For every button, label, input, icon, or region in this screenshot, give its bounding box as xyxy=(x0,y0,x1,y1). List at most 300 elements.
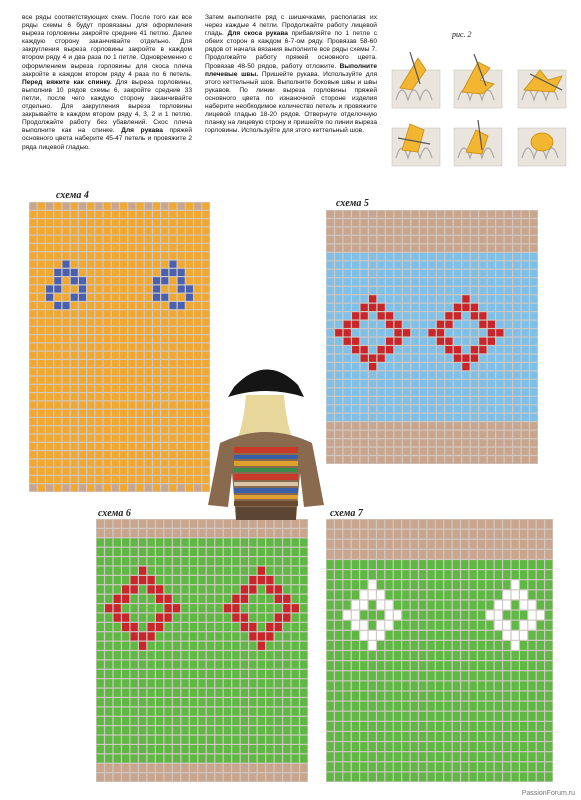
scheme-cell xyxy=(385,621,392,630)
scheme-cell xyxy=(266,717,273,725)
scheme-cell xyxy=(137,393,144,400)
scheme-cell xyxy=(232,689,239,697)
scheme-cell xyxy=(54,244,61,251)
scheme-cell xyxy=(97,520,104,528)
scheme-cell xyxy=(128,393,135,400)
scheme-cell xyxy=(461,772,468,781)
scheme-cell xyxy=(147,679,154,687)
scheme-cell xyxy=(194,277,201,284)
scheme-cell xyxy=(394,380,401,387)
scheme-cell xyxy=(173,764,180,772)
scheme-cell xyxy=(496,380,503,387)
scheme-cell xyxy=(139,726,146,734)
scheme-cell xyxy=(97,614,104,622)
scheme-cell xyxy=(128,385,135,392)
scheme-cell xyxy=(479,448,486,455)
scheme-cell xyxy=(369,329,376,336)
scheme-cell xyxy=(411,363,418,370)
scheme-cell xyxy=(104,343,111,350)
scheme-cell xyxy=(360,580,367,589)
scheme-cell xyxy=(190,585,197,593)
scheme-cell xyxy=(495,692,502,701)
stitch-step-3 xyxy=(518,70,566,108)
scheme-cell xyxy=(38,385,45,392)
scheme-cell xyxy=(249,604,256,612)
scheme-cell xyxy=(164,717,171,725)
scheme-cell xyxy=(178,261,185,268)
scheme-cell xyxy=(292,717,299,725)
scheme-cell xyxy=(436,752,443,761)
scheme-cell xyxy=(87,451,94,458)
scheme-cell xyxy=(437,414,444,421)
scheme-cell xyxy=(153,368,160,375)
scheme-cell xyxy=(344,304,351,311)
scheme-cell xyxy=(112,203,119,210)
scheme-cell xyxy=(139,614,146,622)
scheme-cell xyxy=(335,261,342,268)
scheme-cell xyxy=(215,557,222,565)
scheme-cell xyxy=(38,459,45,466)
scheme-cell xyxy=(403,448,410,455)
scheme-cell xyxy=(156,576,163,584)
scheme-6-caption: схема 6 xyxy=(98,508,131,519)
scheme-cell xyxy=(361,439,368,446)
scheme-cell xyxy=(178,393,185,400)
scheme-cell xyxy=(437,278,444,285)
scheme-cell xyxy=(377,742,384,751)
scheme-cell xyxy=(478,601,485,610)
scheme-cell xyxy=(402,692,409,701)
scheme-cell xyxy=(377,422,384,429)
scheme-cell xyxy=(79,443,86,450)
scheme-cell xyxy=(173,689,180,697)
scheme-cell xyxy=(275,595,282,603)
scheme-cell xyxy=(445,278,452,285)
scheme-cell xyxy=(137,435,144,442)
scheme-cell xyxy=(79,451,86,458)
scheme-cell xyxy=(545,520,552,529)
scheme-cell xyxy=(122,736,129,744)
scheme-cell xyxy=(147,632,154,640)
scheme-cell xyxy=(343,570,350,579)
scheme-cell xyxy=(436,530,443,539)
scheme-cell xyxy=(258,679,265,687)
scheme-cell xyxy=(87,319,94,326)
scheme-cell xyxy=(545,661,552,670)
scheme-cell xyxy=(462,338,469,345)
scheme-cell xyxy=(178,294,185,301)
scheme-cell xyxy=(402,590,409,599)
scheme-cell xyxy=(292,595,299,603)
scheme-cell xyxy=(128,368,135,375)
scheme-cell xyxy=(486,742,493,751)
scheme-cell xyxy=(38,319,45,326)
scheme-cell xyxy=(428,219,435,226)
scheme-cell xyxy=(300,670,307,678)
scheme-cell xyxy=(71,401,78,408)
scheme-cell xyxy=(520,570,527,579)
scheme-cell xyxy=(436,520,443,529)
scheme-cell xyxy=(275,585,282,593)
scheme-cell xyxy=(156,745,163,753)
scheme-cell xyxy=(215,679,222,687)
scheme-cell xyxy=(352,414,359,421)
scheme-cell xyxy=(461,611,468,620)
scheme-cell xyxy=(411,601,418,610)
scheme-cell xyxy=(343,772,350,781)
scheme-cell xyxy=(104,244,111,251)
scheme-cell xyxy=(63,203,70,210)
scheme-cell xyxy=(545,732,552,741)
scheme-cell xyxy=(478,762,485,771)
scheme-cell xyxy=(335,355,342,362)
scheme-cell xyxy=(161,360,168,367)
scheme-cell xyxy=(470,601,477,610)
scheme-cell xyxy=(402,661,409,670)
scheme-cell xyxy=(145,261,152,268)
scheme-cell xyxy=(283,520,290,528)
scheme-cell xyxy=(386,295,393,302)
scheme-cell xyxy=(528,540,535,549)
scheme-cell xyxy=(402,671,409,680)
scheme-cell xyxy=(403,338,410,345)
scheme-cell xyxy=(420,329,427,336)
scheme-cell xyxy=(139,538,146,546)
scheme-cell xyxy=(181,679,188,687)
scheme-cell xyxy=(488,304,495,311)
scheme-cell xyxy=(186,285,193,292)
scheme-cell xyxy=(164,529,171,537)
scheme-cell xyxy=(128,211,135,218)
scheme-cell xyxy=(496,397,503,404)
scheme-cell xyxy=(178,418,185,425)
scheme-cell xyxy=(496,405,503,412)
scheme-cell xyxy=(386,448,393,455)
scheme-cell xyxy=(283,764,290,772)
scheme-cell xyxy=(173,651,180,659)
scheme-cell xyxy=(169,468,176,475)
scheme-cell xyxy=(437,397,444,404)
scheme-cell xyxy=(394,456,401,463)
scheme-cell xyxy=(202,285,209,292)
scheme-cell xyxy=(241,520,248,528)
scheme-cell xyxy=(537,772,544,781)
scheme-cell xyxy=(95,269,102,276)
scheme-cell xyxy=(411,570,418,579)
scheme-cell xyxy=(335,530,342,539)
scheme-cell xyxy=(215,726,222,734)
scheme-cell xyxy=(503,590,510,599)
scheme-cell xyxy=(232,764,239,772)
scheme-cell xyxy=(139,585,146,593)
scheme-cell xyxy=(361,304,368,311)
scheme-cell xyxy=(545,681,552,690)
scheme-cell xyxy=(178,476,185,483)
scheme-cell xyxy=(79,401,86,408)
scheme-cell xyxy=(522,338,529,345)
scheme-cell xyxy=(224,567,231,575)
scheme-cell xyxy=(137,484,144,491)
scheme-cell xyxy=(249,717,256,725)
scheme-cell xyxy=(486,661,493,670)
scheme-cell xyxy=(385,550,392,559)
scheme-cell xyxy=(461,560,468,569)
scheme-cell xyxy=(530,439,537,446)
scheme-cell xyxy=(436,570,443,579)
scheme-cell xyxy=(352,772,359,781)
scheme-cell xyxy=(161,227,168,234)
scheme-cell xyxy=(428,346,435,353)
scheme-cell xyxy=(437,228,444,235)
scheme-cell xyxy=(181,557,188,565)
scheme-cell xyxy=(87,203,94,210)
scheme-cell xyxy=(120,227,127,234)
scheme-cell xyxy=(258,707,265,715)
scheme-cell xyxy=(164,707,171,715)
scheme-cell xyxy=(394,278,401,285)
scheme-cell xyxy=(437,321,444,328)
scheme-cell xyxy=(478,722,485,731)
scheme-cell xyxy=(156,698,163,706)
scheme-cell xyxy=(394,631,401,640)
scheme-cell xyxy=(462,439,469,446)
scheme-cell xyxy=(161,277,168,284)
scheme-cell xyxy=(79,385,86,392)
scheme-cell xyxy=(436,671,443,680)
scheme-cell xyxy=(444,550,451,559)
scheme-cell xyxy=(145,393,152,400)
scheme-cell xyxy=(335,550,342,559)
scheme-cell xyxy=(522,278,529,285)
scheme-cell xyxy=(131,585,138,593)
scheme-cell xyxy=(462,287,469,294)
scheme-cell xyxy=(95,401,102,408)
scheme-cell xyxy=(137,219,144,226)
scheme-cell xyxy=(169,310,176,317)
scheme-cell xyxy=(87,393,94,400)
scheme-cell xyxy=(122,689,129,697)
scheme-cell xyxy=(122,520,129,528)
scheme-cell xyxy=(120,352,127,359)
scheme-cell xyxy=(343,651,350,660)
scheme-cell xyxy=(30,252,37,259)
scheme-cell xyxy=(105,576,112,584)
scheme-cell xyxy=(369,611,376,620)
scheme-4-grid xyxy=(29,202,210,492)
scheme-cell xyxy=(386,439,393,446)
scheme-cell xyxy=(335,621,342,630)
scheme-cell xyxy=(385,742,392,751)
scheme-cell xyxy=(478,641,485,650)
scheme-cell xyxy=(369,439,376,446)
scheme-cell xyxy=(97,726,104,734)
scheme-cell xyxy=(87,343,94,350)
scheme-cell xyxy=(453,641,460,650)
scheme-cell xyxy=(156,614,163,622)
scheme-cell xyxy=(173,567,180,575)
scheme-cell xyxy=(505,321,512,328)
scheme-cell xyxy=(437,295,444,302)
scheme-cell xyxy=(114,548,121,556)
scheme-cell xyxy=(427,580,434,589)
scheme-cell xyxy=(445,287,452,294)
scheme-cell xyxy=(361,397,368,404)
scheme-cell xyxy=(122,726,129,734)
scheme-cell xyxy=(194,236,201,243)
scheme-cell xyxy=(104,468,111,475)
scheme-cells xyxy=(96,519,308,782)
scheme-cell xyxy=(128,219,135,226)
scheme-cell xyxy=(224,520,231,528)
scheme-cell xyxy=(437,270,444,277)
scheme-cell xyxy=(470,661,477,670)
scheme-cell xyxy=(528,661,535,670)
scheme-cell xyxy=(403,287,410,294)
scheme-cell xyxy=(161,426,168,433)
scheme-cell xyxy=(114,567,121,575)
scheme-cell xyxy=(164,679,171,687)
scheme-cell xyxy=(352,611,359,620)
scheme-cell xyxy=(104,418,111,425)
scheme-cell xyxy=(156,604,163,612)
scheme-cell xyxy=(377,540,384,549)
scheme-cell xyxy=(462,244,469,251)
scheme-cell xyxy=(79,319,86,326)
scheme-cell xyxy=(503,752,510,761)
scheme-cell xyxy=(112,484,119,491)
scheme-cell xyxy=(537,530,544,539)
scheme-cell xyxy=(275,614,282,622)
scheme-cell xyxy=(161,343,168,350)
scheme-cell xyxy=(503,601,510,610)
scheme-cell xyxy=(471,304,478,311)
scheme-cell xyxy=(122,614,129,622)
scheme-cell xyxy=(520,590,527,599)
hat-shape xyxy=(228,369,304,397)
scheme-cell xyxy=(139,595,146,603)
scheme-cell xyxy=(153,476,160,483)
scheme-cell xyxy=(161,468,168,475)
scheme-cell xyxy=(190,689,197,697)
scheme-cell xyxy=(428,397,435,404)
scheme-cell xyxy=(63,310,70,317)
scheme-cell xyxy=(145,227,152,234)
scheme-cell xyxy=(513,448,520,455)
scheme-cell xyxy=(241,726,248,734)
scheme-cell xyxy=(545,530,552,539)
scheme-cell xyxy=(352,211,359,218)
scheme-cell xyxy=(79,203,86,210)
scheme-cell xyxy=(120,269,127,276)
scheme-cell xyxy=(369,681,376,690)
scheme-cell xyxy=(360,631,367,640)
scheme-cell xyxy=(249,679,256,687)
scheme-cell xyxy=(137,277,144,284)
scheme-cell xyxy=(479,329,486,336)
scheme-cell xyxy=(114,642,121,650)
scheme-cell xyxy=(454,261,461,268)
scheme-cell xyxy=(420,244,427,251)
scheme-cell xyxy=(194,227,201,234)
scheme-cell xyxy=(478,611,485,620)
scheme-cell xyxy=(512,742,519,751)
scheme-cell xyxy=(394,570,401,579)
scheme-cell xyxy=(114,736,121,744)
scheme-cell xyxy=(478,681,485,690)
scheme-cell xyxy=(164,736,171,744)
scheme-cell xyxy=(403,363,410,370)
scheme-cell xyxy=(327,651,334,660)
scheme-cell xyxy=(361,295,368,302)
scheme-cell xyxy=(385,520,392,529)
scheme-cell xyxy=(147,595,154,603)
scheme-cell xyxy=(30,393,37,400)
scheme-cell xyxy=(386,405,393,412)
scheme-cell xyxy=(178,484,185,491)
scheme-cell xyxy=(122,642,129,650)
scheme-cell xyxy=(38,219,45,226)
scheme-cell xyxy=(104,335,111,342)
scheme-cell xyxy=(545,641,552,650)
scheme-cell xyxy=(352,261,359,268)
scheme-cell xyxy=(479,338,486,345)
scheme-7-grid xyxy=(326,519,553,782)
scheme-cell xyxy=(428,261,435,268)
scheme-cell xyxy=(486,580,493,589)
scheme-cell xyxy=(503,772,510,781)
scheme-cell xyxy=(513,355,520,362)
scheme-cell xyxy=(403,253,410,260)
scheme-cell xyxy=(207,764,214,772)
scheme-cell xyxy=(249,736,256,744)
scheme-cell xyxy=(522,228,529,235)
scheme-cell xyxy=(71,443,78,450)
scheme-cell xyxy=(275,773,282,781)
scheme-cell xyxy=(436,772,443,781)
scheme-cell xyxy=(445,228,452,235)
scheme-cell xyxy=(402,651,409,660)
scheme-cell xyxy=(128,261,135,268)
scheme-cell xyxy=(147,623,154,631)
scheme-cell xyxy=(495,641,502,650)
scheme-cell xyxy=(394,414,401,421)
scheme-cell xyxy=(528,651,535,660)
scheme-cell xyxy=(327,261,334,268)
scheme-cell xyxy=(444,712,451,721)
scheme-cell xyxy=(63,377,70,384)
scheme-cell xyxy=(300,764,307,772)
scheme-cell xyxy=(394,520,401,529)
scheme-cell xyxy=(38,269,45,276)
scheme-cell xyxy=(128,451,135,458)
scheme-cell xyxy=(181,726,188,734)
scheme-cell xyxy=(386,329,393,336)
scheme-cell xyxy=(471,388,478,395)
scheme-cell xyxy=(215,764,222,772)
scheme-cell xyxy=(266,595,273,603)
scheme-cell xyxy=(453,722,460,731)
scheme-cell xyxy=(139,642,146,650)
scheme-cell xyxy=(249,567,256,575)
scheme-cell xyxy=(420,295,427,302)
scheme-cell xyxy=(137,443,144,450)
scheme-cell xyxy=(436,762,443,771)
scheme-cell xyxy=(283,698,290,706)
scheme-cell xyxy=(454,388,461,395)
scheme-cell xyxy=(71,277,78,284)
scheme-cell xyxy=(215,651,222,659)
scheme-cell xyxy=(161,393,168,400)
